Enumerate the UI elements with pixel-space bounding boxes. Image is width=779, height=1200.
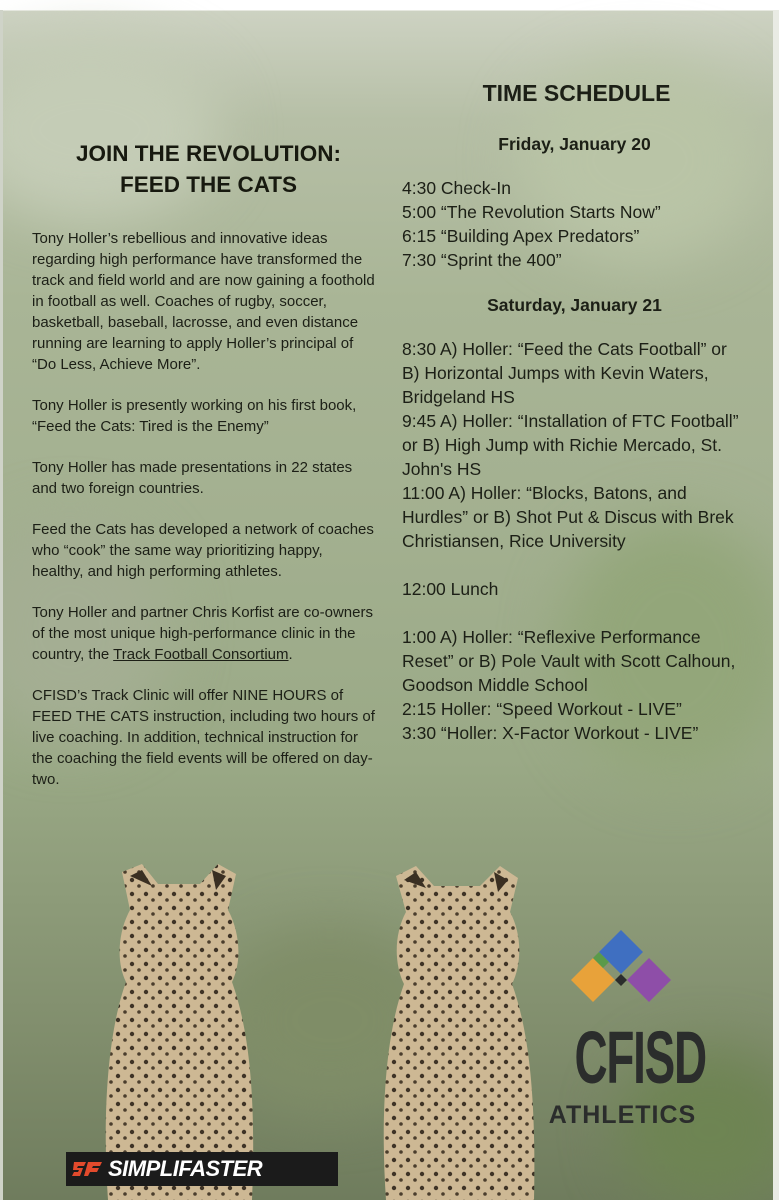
- headline: [32, 138, 377, 200]
- schedule-item: 11:00 A) Holler: “Blocks, Batons, and Hurdles” or B) Shot Put & Discus with Brek Christiansen, Rice University: [402, 483, 734, 551]
- friday-list: [402, 176, 747, 272]
- consortium-period: .: [288, 646, 293, 663]
- paragraph-book: Tony Holler is presently working on his first book, “Feed the Cats: Tired is the Enemy”: [32, 397, 357, 435]
- schedule-title: TIME SCHEDULE: [482, 80, 671, 106]
- intro-column: [32, 138, 377, 810]
- schedule-item: 7:30 “Sprint the 400”: [402, 250, 562, 270]
- paragraph-clinic: CFISD’s Track Clinic will offer NINE HOURS of FEED THE CATS instruction, including two hours of live coaching. In addition, technical instruction for the coaching the field events will be offered on day-two.: [32, 687, 375, 788]
- cheetah-illustration-right: [376, 862, 541, 1200]
- page-border: [773, 10, 779, 1200]
- consortium-link[interactable]: Track Football Consortium: [113, 646, 289, 663]
- headline-line-1: JOIN THE REVOLUTION:: [75, 141, 341, 166]
- schedule-item: 6:15 “Building Apex Predators”: [402, 226, 640, 246]
- cfisd-wordmark: CFISD: [574, 1016, 706, 1099]
- cfisd-diamond-icon: [565, 930, 677, 1014]
- saturday-morning-list: [402, 337, 747, 553]
- headline-line-2: FEED THE CATS: [119, 172, 298, 197]
- schedule-item: 5:00 “The Revolution Starts Now”: [402, 202, 661, 222]
- schedule-item: 3:30 “Holler: X-Factor Workout - LIVE”: [402, 723, 699, 743]
- day-heading-saturday: Saturday, January 21: [487, 295, 662, 315]
- athletics-wordmark: ATHLETICS: [548, 1101, 697, 1129]
- schedule-item: 9:45 A) Holler: “Installation of FTC Football” or B) High Jump with Richie Mercado, St. John's HS: [402, 411, 739, 479]
- cheetah-illustration-left: [100, 862, 263, 1200]
- paragraph-presentations: Tony Holler has made presentations in 22 states and two foreign countries.: [32, 459, 353, 497]
- schedule-item: 1:00 A) Holler: “Reflexive Performance Reset” or B) Pole Vault with Scott Calhoun, Goodson Middle School: [402, 627, 736, 695]
- paragraph-network: Feed the Cats has developed a network of coaches who “cook” the same way prioritizing happy, healthy, and high performing athletes.: [32, 521, 374, 580]
- simplifaster-logo: [66, 1152, 338, 1186]
- day-heading-friday: Friday, January 20: [498, 134, 651, 154]
- simplifaster-mark-icon: [72, 1158, 104, 1180]
- cfisd-athletics-logo: [545, 930, 706, 1135]
- schedule-lunch: 12:00 Lunch: [402, 579, 499, 599]
- schedule-item: 2:15 Holler: “Speed Workout - LIVE”: [402, 699, 682, 719]
- saturday-afternoon-list: [402, 625, 747, 745]
- schedule-item: 8:30 A) Holler: “Feed the Cats Football” or B) Horizontal Jumps with Kevin Waters, Bridgeland HS: [402, 339, 727, 407]
- page-border: [0, 10, 3, 1200]
- schedule-column: [402, 78, 747, 745]
- paragraph-consortium: [32, 602, 377, 665]
- paragraph-philosophy: Tony Holler’s rebellious and innovative ideas regarding high performance have transformed the track and field world and are now gaining a foothold in football as well. Coaches of rugby, soccer, basketball, baseball, lacrosse, and even distance running are learning to apply Holler’s principal of “Do Less, Achieve More”.: [32, 230, 375, 373]
- simplifaster-wordmark: SIMPLIFASTER: [108, 1156, 263, 1181]
- schedule-item: 4:30 Check-In: [402, 178, 511, 198]
- consortium-text: Tony Holler and partner Chris Korfist are co-owners of the most unique high-performance clinic in the country, the: [32, 604, 373, 663]
